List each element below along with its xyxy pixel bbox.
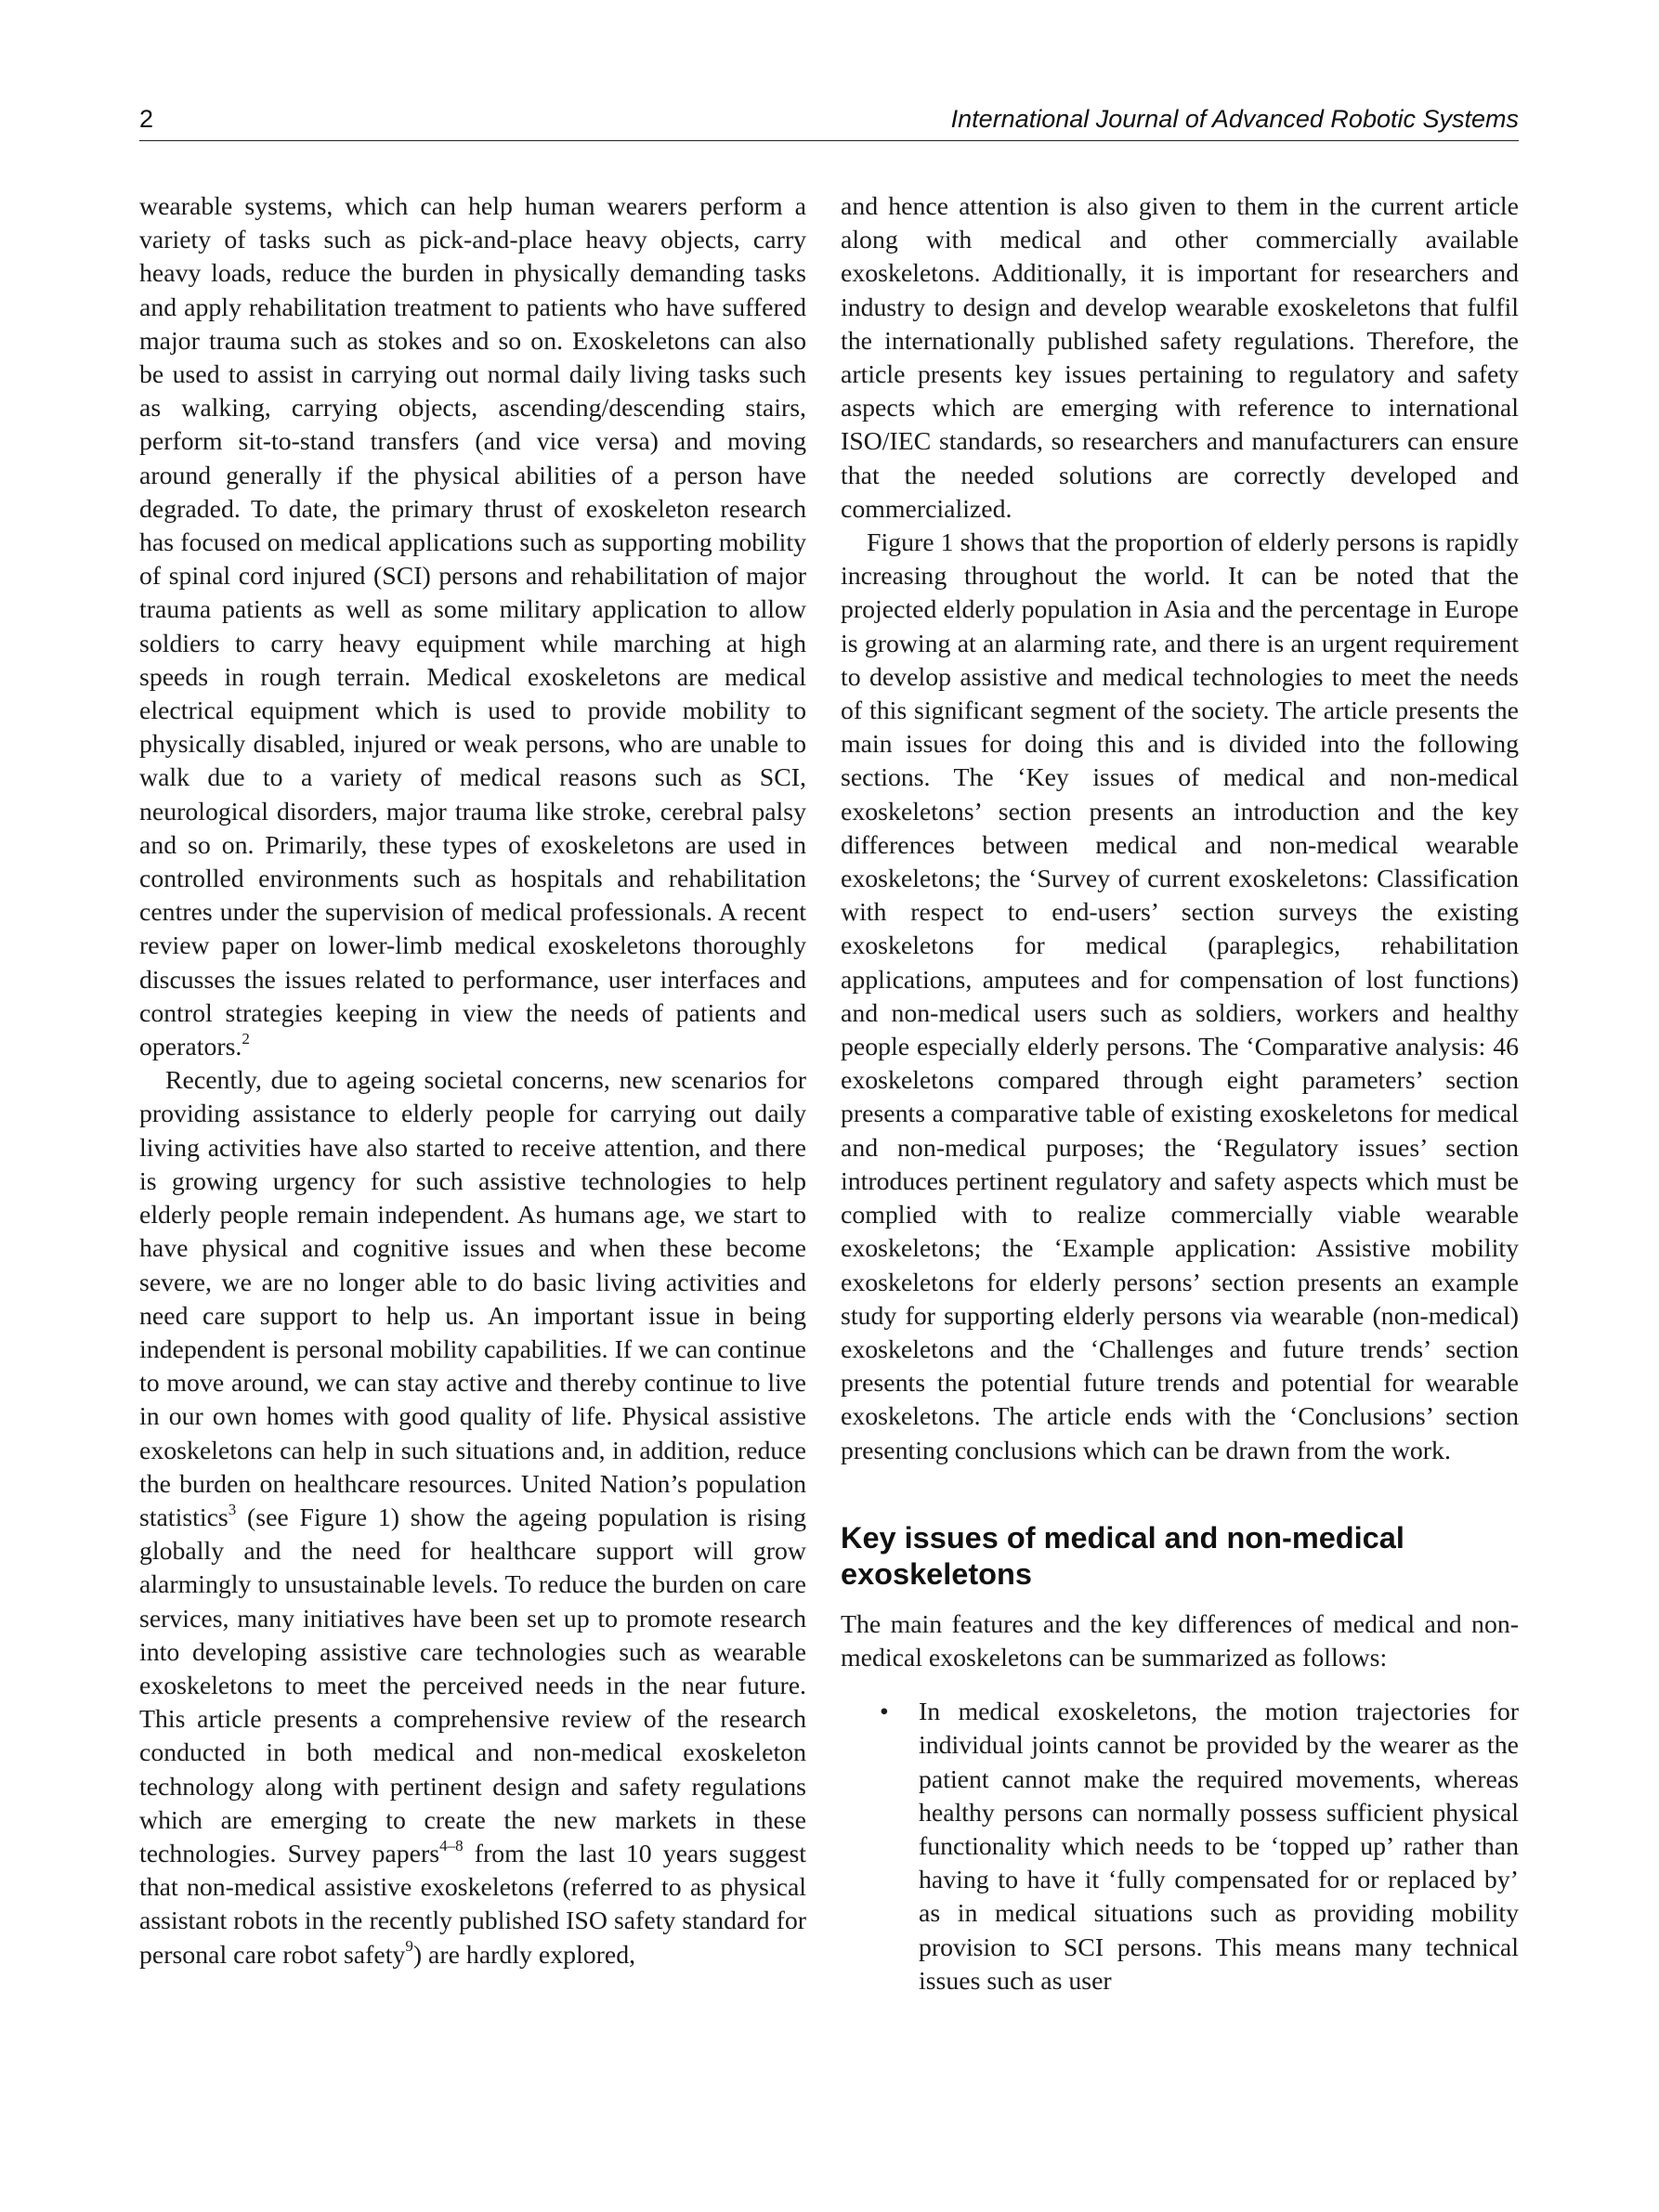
section-heading: Key issues of medical and non-medical exoskeletons [841, 1520, 1404, 1591]
paragraph-text: Recently, due to ageing societal concerns, new scenarios for providing assistance to elderly people for carrying out daily living activities have also started to receive attention, and there is growing urgency for such assistive technologies to help elderly people remain independent. As humans age, we start to have physical and cognitive issues and when these become severe, we are no longer able to do basic living activities and need care support to help us. An important issue in being independent is personal mobility capabilities. If we can continue to move around, we can stay active and thereby continue to live in our own homes with good quality of life. Physical assistive exoskeletons can help in such situations and, in addition, reduce the burden on healthcare resources. United Nation’s population statistics [139, 1066, 806, 1532]
left-paragraph-1 [139, 190, 806, 1064]
right-paragraph-3: The main features and the key differences of medical and non-medical exoskeletons can be summarized as follows: [841, 1609, 1519, 1672]
reference-marker: 9 [405, 1937, 413, 1956]
right-column [841, 190, 1519, 1998]
left-paragraph-2 [139, 1064, 806, 1971]
paragraph-text: from the last 10 years suggest that non-medical assistive exoskeletons (referred to as physical assistant robots in the recently published ISO safety standard for personal care robot safety [139, 1839, 807, 1970]
bullet-list [841, 1696, 1519, 1998]
journal-title: International Journal of Advanced Robotic Systems [950, 105, 1519, 133]
paragraph-text: ) are hardly explored, [412, 1940, 636, 1970]
left-column [139, 190, 806, 1972]
reference-marker: 4–8 [439, 1836, 464, 1854]
reference-marker: 2 [242, 1029, 250, 1047]
list-item [841, 1696, 1519, 1998]
header-rule [139, 140, 1519, 141]
list-item-text: In medical exoskeletons, the motion trajectories for individual joints cannot be provided by the wearer as the patient cannot make the required movements, whereas healthy persons can normally possess sufficient physical functionality which needs to be ‘topped up’ rather than having to have it ‘fully compensated for or replaced by’ as in medical situations such as providing mobility provision to SCI persons. This means many technical issues such as user [919, 1698, 1519, 1996]
page-number: 2 [139, 105, 154, 133]
bullet-icon: • [880, 1698, 889, 1727]
reference-marker: 3 [228, 1500, 237, 1518]
paragraph-text: (see Figure 1) show the ageing population is rising globally and the need for healthcare support will grow alarmingly to unsustainable levels. To reduce the burden on care services, many initiatives have been set up to promote research into developing assistive care technologies such as wearable exoskeletons to meet the perceived needs in the near future. This article presents a comprehensive review of the research conducted in both medical and non-medical exoskeleton technology along with pertinent design and safety regulations which are emerging to create the new markets in these technologies. Survey papers [139, 1503, 806, 1868]
right-paragraph-1: and hence attention is also given to them in the current article along with medical and other commercially available exoskeletons. Additionally, it is important for researchers and industry to design and develop wearable exoskeletons that fulfil the internationally published safety regulations. Therefore, the article presents key issues pertaining to regulatory and safety aspects which are emerging with reference to international ISO/IEC standards, so researchers and manufacturers can ensure that the needed solutions are correctly developed and commercialized. [841, 192, 1519, 524]
paragraph-text: wearable systems, which can help human wearers perform a variety of tasks such as pick-and-place heavy objects, carry heavy loads, reduce the burden in physically demanding tasks and apply rehabilitation treatment to patients who have suffered major trauma such as stokes and so on. Exoskeletons can also be used to assist in carrying out normal daily living tasks such as walking, carrying objects, ascending/descending stairs, perform sit-to-stand transfers (and vice versa) and moving around generally if the physical abilities of a person have degraded. To date, the primary thrust of exoskeleton research has focused on medical applications such as supporting mobility of spinal cord injured (SCI) persons and rehabilitation of major trauma patients as well as some military application to allow soldiers to carry heavy equipment while marching at high speeds in rough terrain. Medical exoskeletons are medical electrical equipment which is used to provide mobility to physically disabled, injured or weak persons, who are unable to walk due to a variety of medical reasons such as SCI, neurological disorders, major trauma like stroke, cerebral palsy and so on. Primarily, these types of exoskeletons are used in controlled environments such as hospitals and rehabilitation centres under the supervision of medical professionals. A recent review paper on lower-limb medical exoskeletons thoroughly discusses the issues related to performance, user interfaces and control strategies keeping in view the needs of patients and operators. [139, 192, 806, 1062]
right-paragraph-2: Figure 1 shows that the proportion of elderly persons is rapidly increasing throughout the world. It can be noted that the projected elderly population in Asia and the percentage in Europe is growing at an alarming rate, and there is an urgent requirement to develop assistive and medical technologies to meet the needs of this significant segment of the society. The article presents the main issues for doing this and is divided into the following sections. The ‘Key issues of medical and non-medical exoskeletons’ section presents an introduction and the key differences between medical and non-medical wearable exoskeletons; the ‘Survey of current exoskeletons: Classification with respect to end-users’ section surveys the existing exoskeletons for medical (paraplegics, rehabilitation applications, amputees and for compensation of lost functions) and non-medical users such as soldiers, workers and healthy people especially elderly persons. The ‘Comparative analysis: 46 exoskeletons compared through eight parameters’ section presents a comparative table of existing exoskeletons for medical and non-medical purposes; the ‘Regulatory issues’ section introduces pertinent regulatory and safety aspects which must be complied with to realize commercially viable wearable exoskeletons; the ‘Example application: Assistive mobility exoskeletons for elderly persons’ section presents an example study for supporting elderly persons via wearable (non-medical) exoskeletons and the ‘Challenges and future trends’ section presents the potential future trends and potential for wearable exoskeletons. The article ends with the ‘Conclusions’ section presenting conclusions which can be drawn from the work. [841, 528, 1519, 1465]
